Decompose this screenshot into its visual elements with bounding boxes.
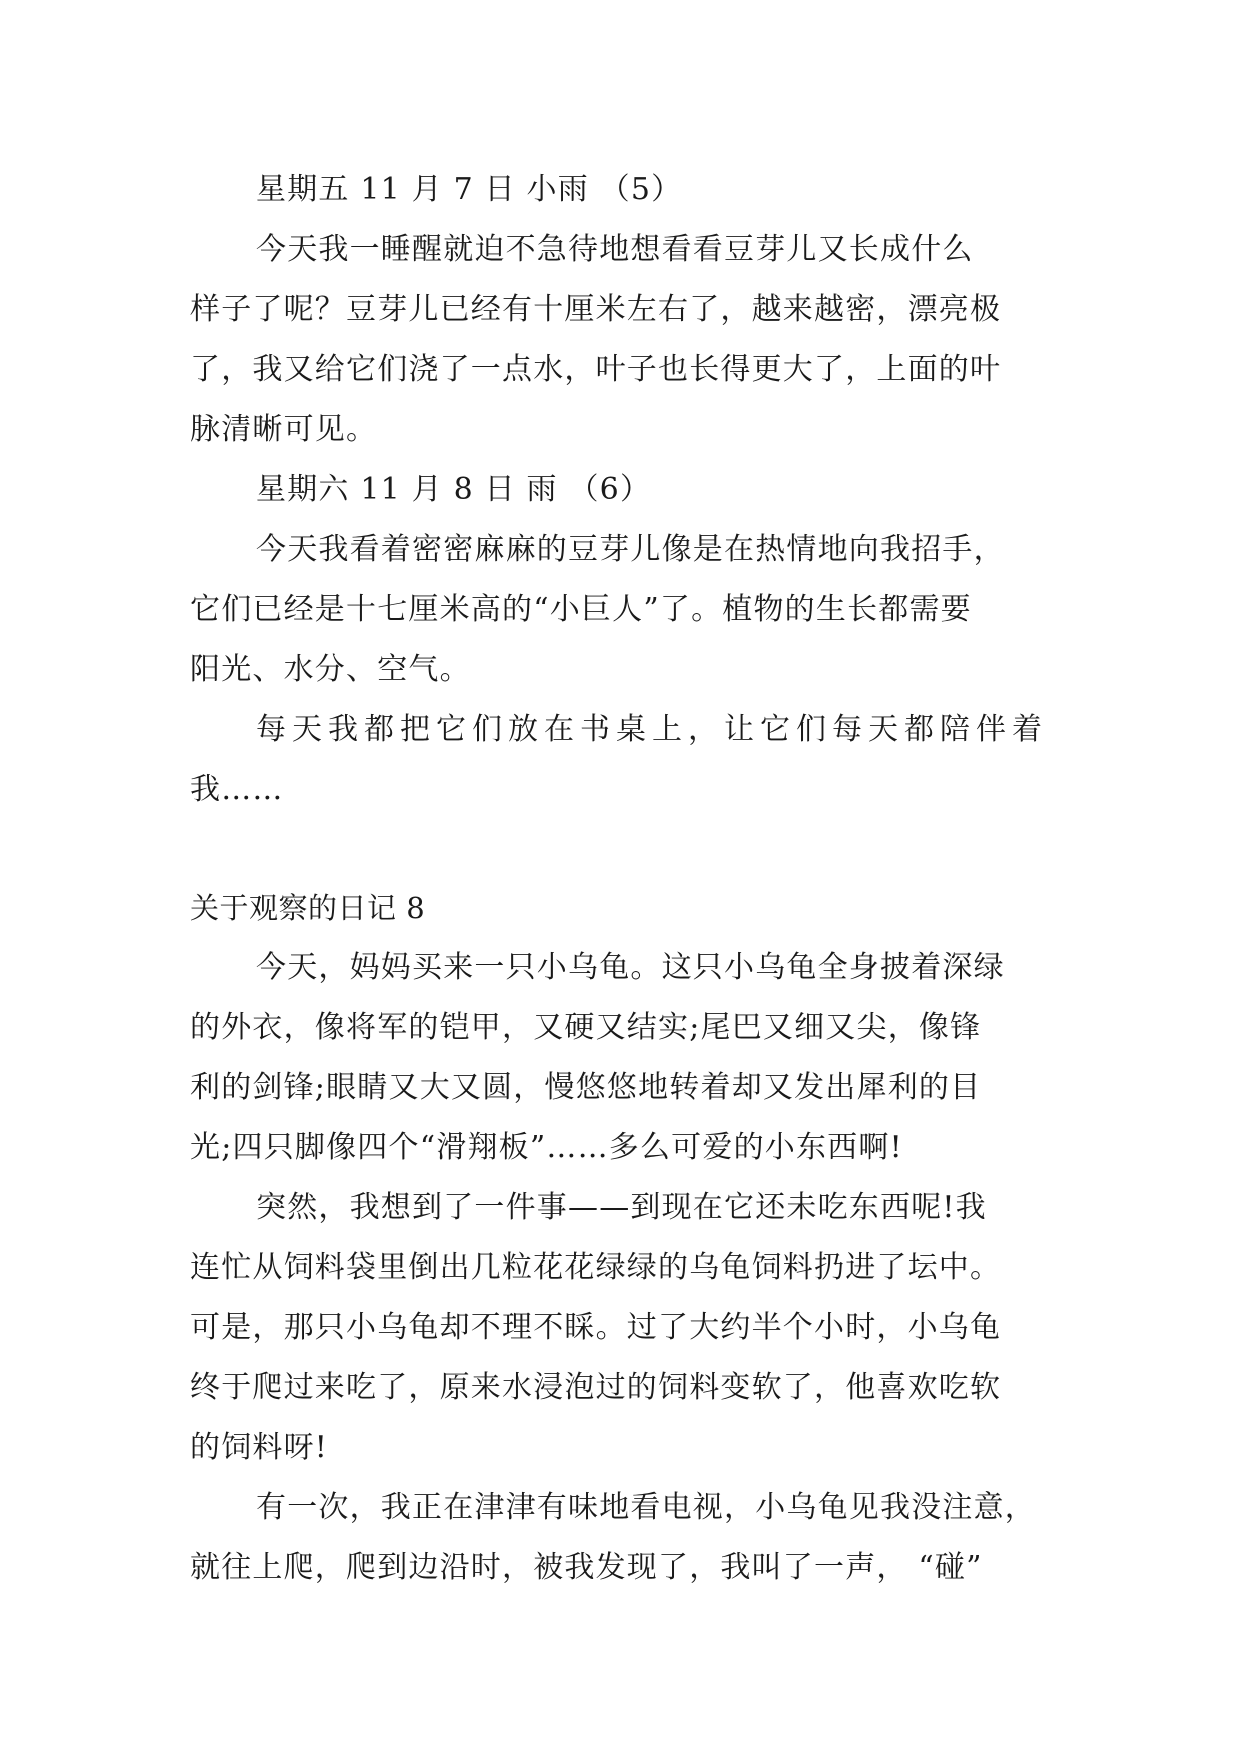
paragraph-line: 今天，妈妈买来一只小乌龟。这只小乌龟全身披着深绿 (256, 950, 1005, 985)
paragraph-line: 终于爬过来吃了，原来水浸泡过的饲料变软了，他喜欢吃软 (190, 1370, 1002, 1405)
section-gap (190, 820, 1058, 878)
paragraph-line: 光;四只脚像四个“滑翔板”……多么可爱的小东西啊! (190, 1130, 903, 1165)
document-page (190, 160, 1058, 1598)
paragraph-line: 脉清晰可见。 (190, 412, 378, 447)
entry-heading: 星期五 11 月 7 日 小雨 （5） (256, 172, 683, 207)
paragraph-line: 突然，我想到了一件事——到现在它还未吃东西呢!我 (256, 1190, 987, 1225)
paragraph-line: 样子了呢？豆芽儿已经有十厘米左右了，越来越密，漂亮极 (190, 292, 1002, 327)
paragraph-line: 了，我又给它们浇了一点水，叶子也长得更大了，上面的叶 (190, 352, 1002, 387)
section-title: 关于观察的日记 8 (190, 891, 426, 925)
paragraph-line: 的饲料呀! (190, 1430, 329, 1465)
paragraph-line: 今天我一睡醒就迫不急待地想看看豆芽儿又长成什么 (256, 232, 974, 267)
paragraph-line: 每天我都把它们放在书桌上，让它们每天都陪伴着 (256, 712, 1048, 747)
paragraph-line: 今天我看着密密麻麻的豆芽儿像是在热情地向我招手， (256, 532, 1005, 567)
paragraph-line: 阳光、水分、空气。 (190, 652, 471, 687)
paragraph-line: 的外衣，像将军的铠甲，又硬又结实;尾巴又细又尖，像锋 (190, 1010, 982, 1045)
paragraph-line: 它们已经是十七厘米高的“小巨人”了。植物的生长都需要 (190, 592, 972, 627)
paragraph-line: 有一次，我正在津津有味地看电视，小乌龟见我没注意， (256, 1490, 1036, 1525)
paragraph-line: 可是，那只小乌龟却不理不睬。过了大约半个小时，小乌龟 (190, 1310, 1002, 1345)
paragraph-line: 就往上爬，爬到边沿时，被我发现了，我叫了一声， “碰” (190, 1550, 983, 1585)
paragraph-line: 利的剑锋;眼睛又大又圆，慢悠悠地转着却又发出犀利的目 (190, 1070, 982, 1105)
paragraph-line: 连忙从饲料袋里倒出几粒花花绿绿的乌龟饲料扔进了坛中。 (190, 1250, 1002, 1285)
paragraph-line: 我…… (190, 772, 284, 807)
entry-heading: 星期六 11 月 8 日 雨 （6） (256, 472, 652, 507)
